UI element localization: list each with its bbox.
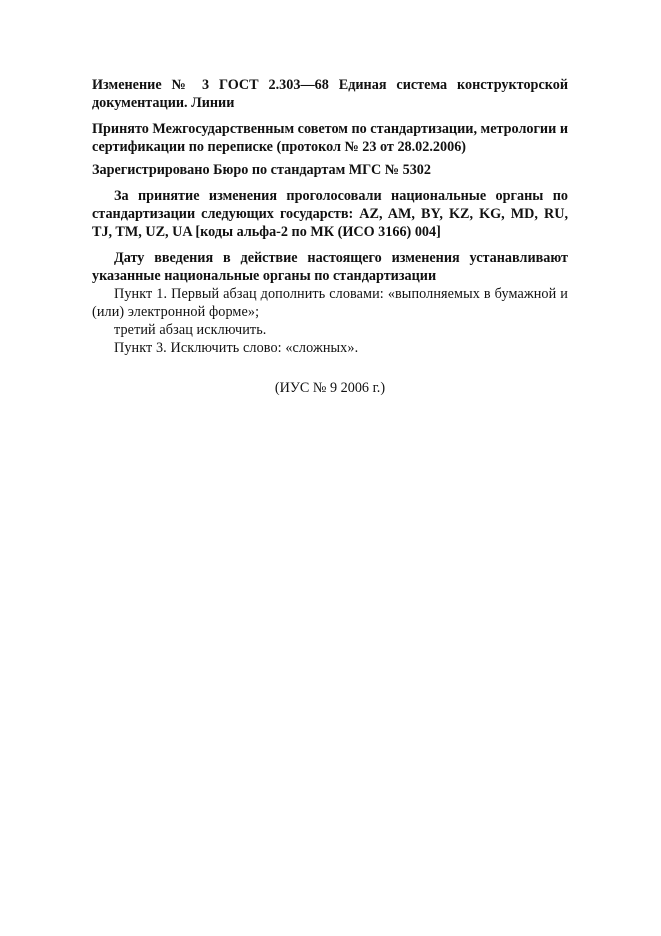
voted-statement: За принятие изменения проголосовали национальные органы по стандартизации следующих государств: AZ, AM, BY, KZ, KG, MD, RU, TJ, TM, UZ, UA [коды альфа-2 по МК (ИСО 3166) 004] [92, 188, 568, 240]
adopted-statement: Принято Межгосударственным советом по стандартизации, метрологии и сертификации по переписке (протокол № 23 от 28.02.2006) [92, 121, 569, 155]
document-page [92, 76, 568, 397]
registered-statement: Зарегистрировано Бюро по стандартам МГС № 5302 [92, 162, 431, 178]
item-1-paragraph: Пункт 1. Первый абзац дополнить словами: «выполняемых в бумажной и (или) электронной форме»; [92, 286, 568, 320]
item-3-paragraph: Пункт 3. Исключить слово: «сложных». [114, 340, 359, 356]
ius-reference: (ИУС № 9 2006 г.) [274, 380, 386, 396]
item-1-continuation: третий абзац исключить. [114, 322, 267, 338]
amendment-title: Изменение № 3 ГОСТ 2.303—68 Единая система конструкторской документации. Линии [92, 77, 568, 111]
effective-date-statement: Дату введения в действие настоящего изменения устанавливают указанные национальные органы по стандартизации [92, 250, 568, 284]
